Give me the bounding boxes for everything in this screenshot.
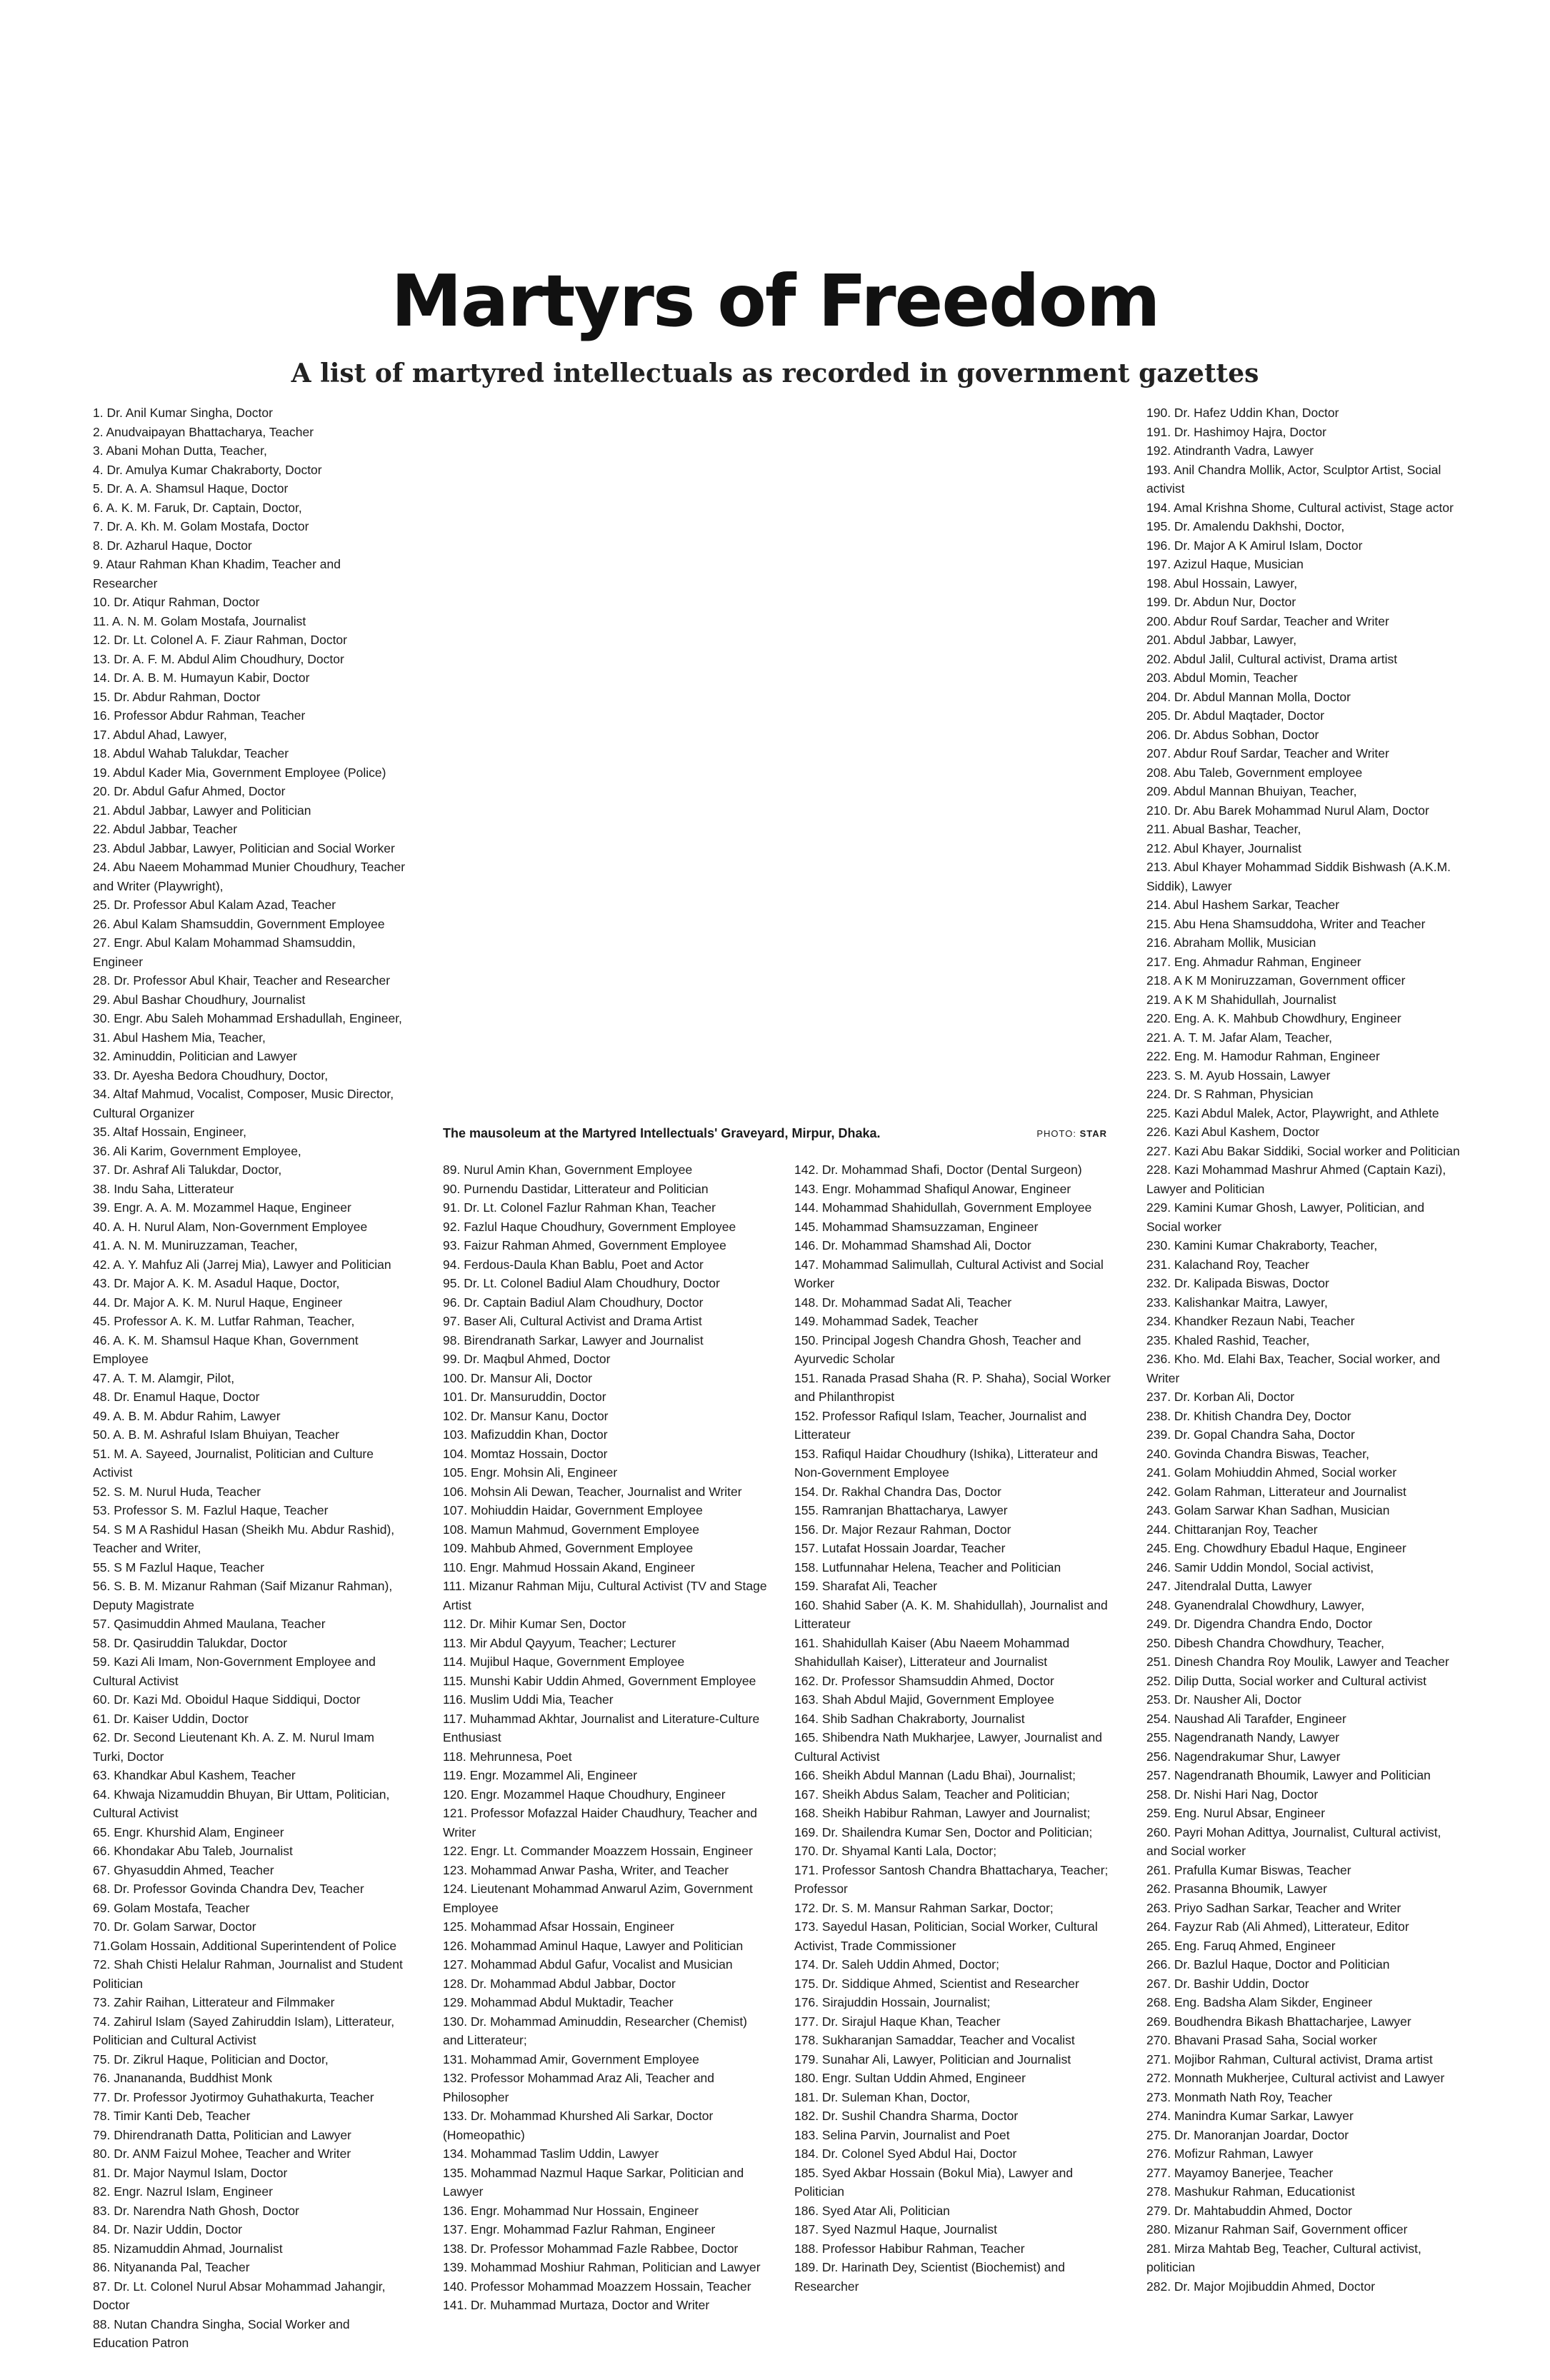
list-item: 57. Qasimuddin Ahmed Maulana, Teacher bbox=[93, 1617, 326, 1631]
list-item: 37. Dr. Ashraf Ali Talukdar, Doctor, bbox=[93, 1163, 282, 1177]
list-item: 272. Monnath Mukherjee, Cultural activist and Lawyer bbox=[1146, 2071, 1445, 2085]
list-item: 71.Golam Hossain, Additional Superintendent of Police bbox=[93, 1938, 397, 1953]
list-item: 132. Professor Mohammad Araz Ali, Teacher and Philosopher bbox=[443, 2071, 715, 2104]
list-item: 53. Professor S. M. Fazlul Haque, Teacher bbox=[93, 1503, 329, 1517]
list-item: 98. Birendranath Sarkar, Lawyer and Journalist bbox=[443, 1332, 704, 1347]
list-item: 218. A K M Moniruzzaman, Government officer bbox=[1146, 973, 1406, 988]
list-item: 190. Dr. Hafez Uddin Khan, Doctor bbox=[1146, 406, 1339, 420]
list-item: 179. Sunahar Ali, Lawyer, Politician and Journalist bbox=[794, 2052, 1071, 2067]
list-item: 162. Dr. Professor Shamsuddin Ahmed, Doctor bbox=[794, 1673, 1054, 1688]
list-item: 125. Mohammad Afsar Hossain, Engineer bbox=[443, 1919, 674, 1934]
list-item: 209. Abdul Mannan Bhuiyan, Teacher, bbox=[1146, 784, 1357, 798]
list-item: 252. Dilip Dutta, Social worker and Cultural activist bbox=[1146, 1673, 1426, 1688]
list-item: 61. Dr. Kaiser Uddin, Doctor bbox=[93, 1711, 249, 1726]
list-item: 133. Dr. Mohammad Khurshed Ali Sarkar, Doctor (Homeopathic) bbox=[443, 2109, 714, 2142]
list-item: 193. Anil Chandra Mollik, Actor, Sculptor Artist, Social activist bbox=[1146, 462, 1441, 496]
list-item: 63. Khandkar Abul Kashem, Teacher bbox=[93, 1768, 296, 1782]
photo-credit-label: PHOTO: bbox=[1036, 1128, 1076, 1139]
list-item: 238. Dr. Khitish Chandra Dey, Doctor bbox=[1146, 1408, 1351, 1423]
list-item: 92. Fazlul Haque Choudhury, Government Employee bbox=[443, 1219, 736, 1234]
list-item: 85. Nizamuddin Ahmad, Journalist bbox=[93, 2241, 283, 2256]
list-item: 271. Mojibor Rahman, Cultural activist, Drama artist bbox=[1146, 2052, 1433, 2067]
list-item: 166. Sheikh Abdul Mannan (Ladu Bhai), Journalist; bbox=[794, 1768, 1076, 1782]
photo-caption-row bbox=[443, 1126, 1107, 1145]
page-subtitle: A list of martyred intellectuals as recorded in government gazettes bbox=[291, 358, 1259, 388]
list-item: 243. Golam Sarwar Khan Sadhan, Musician bbox=[1146, 1503, 1390, 1517]
list-item: 137. Engr. Mohammad Fazlur Rahman, Engineer bbox=[443, 2222, 716, 2236]
list-item: 131. Mohammad Amir, Government Employee bbox=[443, 2052, 699, 2067]
list-item: 153. Rafiqul Haidar Choudhury (Ishika), Litterateur and Non-Government Employee bbox=[794, 1446, 1099, 1480]
list-item: 256. Nagendrakumar Shur, Lawyer bbox=[1146, 1749, 1341, 1764]
list-item: 267. Dr. Bashir Uddin, Doctor bbox=[1146, 1976, 1309, 1991]
list-item: 250. Dibesh Chandra Chowdhury, Teacher, bbox=[1146, 1635, 1385, 1650]
list-item: 171. Professor Santosh Chandra Bhattacharya, Teacher; Professor bbox=[794, 1862, 1109, 1896]
list-item: 212. Abul Khayer, Journalist bbox=[1146, 840, 1301, 855]
list-item: 67. Ghyasuddin Ahmed, Teacher bbox=[93, 1862, 274, 1877]
list-item: 136. Engr. Mohammad Nur Hossain, Engineer bbox=[443, 2203, 699, 2218]
list-item: 33. Dr. Ayesha Bedora Choudhury, Doctor, bbox=[93, 1068, 329, 1083]
list-item: 270. Bhavani Prasad Saha, Social worker bbox=[1146, 2033, 1377, 2047]
list-item: 172. Dr. S. M. Mansur Rahman Sarkar, Doctor; bbox=[794, 1900, 1054, 1915]
list-item: 192. Atindranth Vadra, Lawyer bbox=[1146, 443, 1314, 458]
list-item: 121. Professor Mofazzal Haider Chaudhury, Teacher and Writer bbox=[443, 1806, 758, 1839]
list-item: 257. Nagendranath Bhoumik, Lawyer and Politician bbox=[1146, 1768, 1431, 1782]
list-item: 24. Abu Naeem Mohammad Munier Choudhury, Teacher and Writer (Playwright), bbox=[93, 860, 406, 893]
list-item: 189. Dr. Harinath Dey, Scientist (Biochemist) and Researcher bbox=[794, 2260, 1066, 2294]
list-item: 80. Dr. ANM Faizul Mohee, Teacher and Writer bbox=[93, 2146, 351, 2161]
list-item: 228. Kazi Mohammad Mashrur Ahmed (Captain Kazi), Lawyer and Politician bbox=[1146, 1163, 1446, 1196]
list-item: 147. Mohammad Salimullah, Cultural Activist and Social Worker bbox=[794, 1257, 1104, 1290]
list-item: 215. Abu Hena Shamsuddoha, Writer and Teacher bbox=[1146, 916, 1426, 931]
list-item: 52. S. M. Nurul Huda, Teacher bbox=[93, 1484, 261, 1499]
list-item: 70. Dr. Golam Sarwar, Doctor bbox=[93, 1919, 256, 1934]
list-item: 6. A. K. M. Faruk, Dr. Captain, Doctor, bbox=[93, 500, 302, 515]
list-item: 91. Dr. Lt. Colonel Fazlur Rahman Khan, Teacher bbox=[443, 1200, 716, 1215]
list-item: 120. Engr. Mozammel Haque Choudhury, Engineer bbox=[443, 1787, 726, 1802]
list-item: 195. Dr. Amalendu Dakhshi, Doctor, bbox=[1146, 519, 1345, 533]
list-item: 2. Anudvaipayan Bhattacharya, Teacher bbox=[93, 424, 314, 439]
list-item: 81. Dr. Major Naymul Islam, Doctor bbox=[93, 2165, 288, 2180]
photo-caption: The mausoleum at the Martyred Intellectuals' Graveyard, Mirpur, Dhaka. bbox=[443, 1126, 881, 1140]
list-item: 138. Dr. Professor Mohammad Fazle Rabbee, Doctor bbox=[443, 2241, 739, 2256]
list-item: 50. A. B. M. Ashraful Islam Bhuiyan, Teacher bbox=[93, 1427, 339, 1442]
list-item: 183. Selina Parvin, Journalist and Poet bbox=[794, 2127, 1010, 2142]
list-item: 213. Abul Khayer Mohammad Siddik Bishwash (A.K.M. Siddik), Lawyer bbox=[1146, 860, 1451, 893]
photo-credit bbox=[1036, 1128, 1107, 1139]
list-item: 39. Engr. A. A. M. Mozammel Haque, Engineer bbox=[93, 1200, 351, 1215]
list-item: 240. Govinda Chandra Biswas, Teacher, bbox=[1146, 1446, 1369, 1461]
list-item: 156. Dr. Major Rezaur Rahman, Doctor bbox=[794, 1522, 1011, 1537]
list-item: 200. Abdur Rouf Sardar, Teacher and Writer bbox=[1146, 613, 1389, 628]
list-item: 28. Dr. Professor Abul Khair, Teacher and Researcher bbox=[93, 973, 391, 988]
list-item: 29. Abul Bashar Choudhury, Journalist bbox=[93, 992, 306, 1007]
list-item: 214. Abul Hashem Sarkar, Teacher bbox=[1146, 898, 1340, 912]
list-item: 261. Prafulla Kumar Biswas, Teacher bbox=[1146, 1862, 1351, 1877]
list-item: 35. Altaf Hossain, Engineer, bbox=[93, 1125, 246, 1139]
list-item: 219. A K M Shahidullah, Journalist bbox=[1146, 992, 1336, 1007]
list-item: 210. Dr. Abu Barek Mohammad Nurul Alam, Doctor bbox=[1146, 803, 1429, 818]
list-item: 187. Syed Nazmul Haque, Journalist bbox=[794, 2222, 998, 2236]
list-item: 96. Dr. Captain Badiul Alam Choudhury, Doctor bbox=[443, 1295, 704, 1310]
list-item: 124. Lieutenant Mohammad Anwarul Azim, Government Employee bbox=[443, 1882, 753, 1915]
list-item: 224. Dr. S Rahman, Physician bbox=[1146, 1087, 1314, 1101]
list-item: 60. Dr. Kazi Md. Oboidul Haque Siddiqui, Doctor bbox=[93, 1692, 361, 1707]
list-item: 247. Jitendralal Dutta, Lawyer bbox=[1146, 1579, 1312, 1593]
list-item: 123. Mohammad Anwar Pasha, Writer, and Teacher bbox=[443, 1862, 729, 1877]
list-item: 114. Mujibul Haque, Government Employee bbox=[443, 1655, 685, 1669]
list-item: 225. Kazi Abdul Malek, Actor, Playwright, and Athlete bbox=[1146, 1105, 1439, 1120]
list-item: 170. Dr. Shyamal Kanti Lala, Doctor; bbox=[794, 1844, 997, 1858]
list-item: 146. Dr. Mohammad Shamshad Ali, Doctor bbox=[794, 1238, 1031, 1252]
list-item: 181. Dr. Suleman Khan, Doctor, bbox=[794, 2089, 971, 2104]
list-item: 100. Dr. Mansur Ali, Doctor bbox=[443, 1370, 593, 1385]
list-item: 65. Engr. Khurshid Alam, Engineer bbox=[93, 1824, 284, 1839]
list-item: 278. Mashukur Rahman, Educationist bbox=[1146, 2184, 1355, 2199]
list-item: 12. Dr. Lt. Colonel A. F. Ziaur Rahman, Doctor bbox=[93, 633, 347, 647]
photo-credit-source: STAR bbox=[1079, 1128, 1107, 1139]
list-item: 93. Faizur Rahman Ahmed, Government Employee bbox=[443, 1238, 726, 1252]
list-item: 14. Dr. A. B. M. Humayun Kabir, Doctor bbox=[93, 671, 310, 685]
list-item: 151. Ranada Prasad Shaha (R. P. Shaha), Social Worker and Philanthropist bbox=[794, 1370, 1111, 1404]
list-item: 276. Mofizur Rahman, Lawyer bbox=[1146, 2146, 1314, 2161]
list-item: 255. Nagendranath Nandy, Lawyer bbox=[1146, 1730, 1340, 1744]
list-item: 227. Kazi Abu Bakar Siddiki, Social worker and Politician bbox=[1146, 1143, 1460, 1158]
list-item: 17. Abdul Ahad, Lawyer, bbox=[93, 727, 227, 742]
list-item: 143. Engr. Mohammad Shafiqul Anowar, Engineer bbox=[794, 1181, 1071, 1196]
list-item: 232. Dr. Kalipada Biswas, Doctor bbox=[1146, 1276, 1329, 1290]
list-item: 184. Dr. Colonel Syed Abdul Hai, Doctor bbox=[794, 2146, 1017, 2161]
list-item: 198. Abul Hossain, Lawyer, bbox=[1146, 576, 1298, 591]
list-item: 205. Dr. Abdul Maqtader, Doctor bbox=[1146, 708, 1325, 723]
list-item: 173. Sayedul Hasan, Politician, Social Worker, Cultural Activist, Trade Commissioner bbox=[794, 1919, 1098, 1953]
list-item: 19. Abdul Kader Mia, Government Employee (Police) bbox=[93, 765, 386, 780]
martyrs-list-column-1 bbox=[93, 403, 407, 2353]
list-item: 229. Kamini Kumar Ghosh, Lawyer, Politician, and Social worker bbox=[1146, 1200, 1425, 1234]
list-item: 253. Dr. Nausher Ali, Doctor bbox=[1146, 1692, 1301, 1707]
list-item: 36. Ali Karim, Government Employee, bbox=[93, 1143, 301, 1158]
list-item: 102. Dr. Mansur Kanu, Doctor bbox=[443, 1408, 609, 1423]
list-item: 152. Professor Rafiqul Islam, Teacher, Journalist and Litterateur bbox=[794, 1408, 1087, 1442]
list-item: 48. Dr. Enamul Haque, Doctor bbox=[93, 1390, 260, 1404]
list-item: 107. Mohiuddin Haidar, Government Employee bbox=[443, 1503, 703, 1517]
list-item: 45. Professor A. K. M. Lutfar Rahman, Teacher, bbox=[93, 1314, 355, 1328]
list-item: 185. Syed Akbar Hossain (Bokul Mia), Lawyer and Politician bbox=[794, 2165, 1074, 2199]
list-item: 226. Kazi Abul Kashem, Doctor bbox=[1146, 1125, 1320, 1139]
list-item: 118. Mehrunnesa, Poet bbox=[443, 1749, 572, 1764]
list-item: 84. Dr. Nazir Uddin, Doctor bbox=[93, 2222, 243, 2236]
list-item: 113. Mir Abdul Qayyum, Teacher; Lecturer bbox=[443, 1635, 676, 1650]
list-item: 10. Dr. Atiqur Rahman, Doctor bbox=[93, 595, 260, 609]
list-item: 130. Dr. Mohammad Aminuddin, Researcher (Chemist) and Litterateur; bbox=[443, 2014, 748, 2047]
list-item: 82. Engr. Nazrul Islam, Engineer bbox=[93, 2184, 273, 2199]
list-item: 239. Dr. Gopal Chandra Saha, Doctor bbox=[1146, 1427, 1355, 1442]
list-item: 117. Muhammad Akhtar, Journalist and Literature-Culture Enthusiast bbox=[443, 1711, 760, 1744]
list-item: 277. Mayamoy Banerjee, Teacher bbox=[1146, 2165, 1334, 2180]
list-item: 237. Dr. Korban Ali, Doctor bbox=[1146, 1390, 1295, 1404]
list-item: 140. Professor Mohammad Moazzem Hossain, Teacher bbox=[443, 2279, 751, 2294]
list-item: 233. Kalishankar Maitra, Lawyer, bbox=[1146, 1295, 1328, 1310]
list-item: 115. Munshi Kabir Uddin Ahmed, Government Employee bbox=[443, 1673, 756, 1688]
list-item: 4. Dr. Amulya Kumar Chakraborty, Doctor bbox=[93, 462, 322, 477]
list-item: 64. Khwaja Nizamuddin Bhuyan, Bir Uttam, Politician, Cultural Activist bbox=[93, 1787, 390, 1820]
list-item: 148. Dr. Mohammad Sadat Ali, Teacher bbox=[794, 1295, 1012, 1310]
list-item: 108. Mamun Mahmud, Government Employee bbox=[443, 1522, 699, 1537]
list-item: 186. Syed Atar Ali, Politician bbox=[794, 2203, 950, 2218]
list-item: 34. Altaf Mahmud, Vocalist, Composer, Music Director, Cultural Organizer bbox=[93, 1087, 394, 1120]
list-item: 182. Dr. Sushil Chandra Sharma, Doctor bbox=[794, 2109, 1019, 2123]
list-item: 128. Dr. Mohammad Abdul Jabbar, Doctor bbox=[443, 1976, 676, 1991]
list-item: 142. Dr. Mohammad Shafi, Doctor (Dental Surgeon) bbox=[794, 1163, 1082, 1177]
list-item: 51. M. A. Sayeed, Journalist, Politician and Culture Activist bbox=[93, 1446, 374, 1480]
list-item: 104. Momtaz Hossain, Doctor bbox=[443, 1446, 608, 1461]
list-item: 231. Kalachand Roy, Teacher bbox=[1146, 1257, 1309, 1272]
list-item: 222. Eng. M. Hamodur Rahman, Engineer bbox=[1146, 1049, 1380, 1063]
list-item: 241. Golam Mohiuddin Ahmed, Social worker bbox=[1146, 1465, 1397, 1480]
list-item: 8. Dr. Azharul Haque, Doctor bbox=[93, 538, 252, 553]
list-item: 281. Mirza Mahtab Beg, Teacher, Cultural activist, politician bbox=[1146, 2241, 1421, 2274]
list-item: 47. A. T. M. Alamgir, Pilot, bbox=[93, 1370, 235, 1385]
list-item: 38. Indu Saha, Litterateur bbox=[93, 1181, 234, 1196]
list-item: 88. Nutan Chandra Singha, Social Worker and Education Patron bbox=[93, 2316, 350, 2350]
list-item: 282. Dr. Major Mojibuddin Ahmed, Doctor bbox=[1146, 2279, 1376, 2294]
list-item: 269. Boudhendra Bikash Bhattacharjee, Lawyer bbox=[1146, 2014, 1411, 2029]
list-item: 149. Mohammad Sadek, Teacher bbox=[794, 1314, 979, 1328]
list-item: 258. Dr. Nishi Hari Nag, Doctor bbox=[1146, 1787, 1319, 1802]
list-item: 66. Khondakar Abu Taleb, Journalist bbox=[93, 1844, 293, 1858]
list-item: 203. Abdul Momin, Teacher bbox=[1146, 671, 1298, 685]
list-item: 141. Dr. Muhammad Murtaza, Doctor and Writer bbox=[443, 2298, 710, 2312]
list-item: 77. Dr. Professor Jyotirmoy Guhathakurta, Teacher bbox=[93, 2089, 374, 2104]
list-item: 56. S. B. M. Mizanur Rahman (Saif Mizanur Rahman), Deputy Magistrate bbox=[93, 1579, 393, 1612]
list-item: 204. Dr. Abdul Mannan Molla, Doctor bbox=[1146, 689, 1351, 704]
list-item: 58. Dr. Qasiruddin Talukdar, Doctor bbox=[93, 1635, 288, 1650]
list-item: 40. A. H. Nurul Alam, Non-Government Employee bbox=[93, 1219, 368, 1234]
list-item: 211. Abual Bashar, Teacher, bbox=[1146, 822, 1301, 836]
list-item: 78. Timir Kanti Deb, Teacher bbox=[93, 2109, 251, 2123]
list-item: 89. Nurul Amin Khan, Government Employee bbox=[443, 1163, 693, 1177]
list-item: 74. Zahirul Islam (Sayed Zahiruddin Islam), Litterateur, Politician and Cultural Activist bbox=[93, 2014, 395, 2047]
list-item: 245. Eng. Chowdhury Ebadul Haque, Engineer bbox=[1146, 1541, 1406, 1555]
list-item: 9. Ataur Rahman Khan Khadim, Teacher and Researcher bbox=[93, 557, 341, 591]
martyrs-list-column-3 bbox=[794, 1160, 1123, 2296]
list-item: 21. Abdul Jabbar, Lawyer and Politician bbox=[93, 803, 311, 818]
list-item: 79. Dhirendranath Datta, Politician and Lawyer bbox=[93, 2127, 351, 2142]
list-item: 174. Dr. Saleh Uddin Ahmed, Doctor; bbox=[794, 1957, 999, 1972]
list-item: 43. Dr. Major A. K. M. Asadul Haque, Doctor, bbox=[93, 1276, 340, 1290]
list-item: 216. Abraham Mollik, Musician bbox=[1146, 935, 1316, 950]
list-item: 111. Mizanur Rahman Miju, Cultural Activist (TV and Stage Artist bbox=[443, 1579, 767, 1612]
list-item: 159. Sharafat Ali, Teacher bbox=[794, 1579, 938, 1593]
list-item: 1. Dr. Anil Kumar Singha, Doctor bbox=[93, 406, 273, 420]
list-item: 235. Khaled Rashid, Teacher, bbox=[1146, 1332, 1310, 1347]
list-item: 268. Eng. Badsha Alam Sikder, Engineer bbox=[1146, 1995, 1373, 2009]
list-item: 76. Jnanananda, Buddhist Monk bbox=[93, 2071, 273, 2085]
list-item: 25. Dr. Professor Abul Kalam Azad, Teacher bbox=[93, 898, 336, 912]
mausoleum-photo bbox=[443, 407, 1107, 1114]
list-item: 75. Dr. Zikrul Haque, Politician and Doctor, bbox=[93, 2052, 329, 2067]
list-item: 244. Chittaranjan Roy, Teacher bbox=[1146, 1522, 1318, 1537]
list-item: 157. Lutafat Hossain Joardar, Teacher bbox=[794, 1541, 1006, 1555]
list-item: 41. A. N. M. Muniruzzaman, Teacher, bbox=[93, 1238, 298, 1252]
list-item: 176. Sirajuddin Hossain, Journalist; bbox=[794, 1995, 991, 2009]
list-item: 177. Dr. Sirajul Haque Khan, Teacher bbox=[794, 2014, 1001, 2029]
list-item: 31. Abul Hashem Mia, Teacher, bbox=[93, 1030, 266, 1045]
list-item: 90. Purnendu Dastidar, Litterateur and Politician bbox=[443, 1181, 709, 1196]
list-item: 223. S. M. Ayub Hossain, Lawyer bbox=[1146, 1068, 1331, 1083]
list-item: 126. Mohammad Aminul Haque, Lawyer and Politician bbox=[443, 1938, 744, 1953]
list-item: 122. Engr. Lt. Commander Moazzem Hossain, Engineer bbox=[443, 1844, 753, 1858]
list-item: 116. Muslim Uddi Mia, Teacher bbox=[443, 1692, 614, 1707]
list-item: 251. Dinesh Chandra Roy Moulik, Lawyer and Teacher bbox=[1146, 1655, 1449, 1669]
list-item: 27. Engr. Abul Kalam Mohammad Shamsuddin, Engineer bbox=[93, 935, 356, 969]
list-item: 42. A. Y. Mahfuz Ali (Jarrej Mia), Lawyer and Politician bbox=[93, 1257, 391, 1272]
list-item: 119. Engr. Mozammel Ali, Engineer bbox=[443, 1768, 638, 1782]
list-item: 280. Mizanur Rahman Saif, Government officer bbox=[1146, 2222, 1408, 2236]
list-item: 54. S M A Rashidul Hasan (Sheikh Mu. Abdur Rashid), Teacher and Writer, bbox=[93, 1522, 395, 1555]
list-item: 150. Principal Jogesh Chandra Ghosh, Teacher and Ayurvedic Scholar bbox=[794, 1332, 1081, 1366]
list-item: 221. A. T. M. Jafar Alam, Teacher, bbox=[1146, 1030, 1333, 1045]
list-item: 160. Shahid Saber (A. K. M. Shahidullah), Journalist and Litterateur bbox=[794, 1597, 1108, 1631]
list-item: 95. Dr. Lt. Colonel Badiul Alam Choudhury, Doctor bbox=[443, 1276, 720, 1290]
list-item: 161. Shahidullah Kaiser (Abu Naeem Mohammad Shahidullah Kaiser), Litterateur and Journalist bbox=[794, 1635, 1070, 1669]
list-item: 18. Abdul Wahab Talukdar, Teacher bbox=[93, 746, 289, 760]
list-item: 26. Abul Kalam Shamsuddin, Government Employee bbox=[93, 916, 385, 931]
list-item: 273. Monmath Nath Roy, Teacher bbox=[1146, 2089, 1333, 2104]
list-item: 86. Nityananda Pal, Teacher bbox=[93, 2260, 250, 2274]
list-item: 230. Kamini Kumar Chakraborty, Teacher, bbox=[1146, 1238, 1378, 1252]
list-item: 127. Mohammad Abdul Gafur, Vocalist and Musician bbox=[443, 1957, 733, 1972]
list-item: 164. Shib Sadhan Chakraborty, Journalist bbox=[794, 1711, 1025, 1726]
list-item: 94. Ferdous-Daula Khan Bablu, Poet and Actor bbox=[443, 1257, 704, 1272]
list-item: 275. Dr. Manoranjan Joardar, Doctor bbox=[1146, 2127, 1349, 2142]
page-title: Martyrs of Freedom bbox=[391, 259, 1159, 343]
list-item: 254. Naushad Ali Tarafder, Engineer bbox=[1146, 1711, 1346, 1726]
list-item: 262. Prasanna Bhoumik, Lawyer bbox=[1146, 1882, 1327, 1896]
list-item: 217. Eng. Ahmadur Rahman, Engineer bbox=[1146, 954, 1361, 969]
list-item: 207. Abdur Rouf Sardar, Teacher and Writer bbox=[1146, 746, 1389, 760]
list-item: 191. Dr. Hashimoy Hajra, Doctor bbox=[1146, 424, 1326, 439]
list-item: 175. Dr. Siddique Ahmed, Scientist and Researcher bbox=[794, 1976, 1079, 1991]
list-item: 46. A. K. M. Shamsul Haque Khan, Government Employee bbox=[93, 1332, 359, 1366]
list-item: 7. Dr. A. Kh. M. Golam Mostafa, Doctor bbox=[93, 519, 309, 533]
list-item: 62. Dr. Second Lieutenant Kh. A. Z. M. Nurul Imam Turki, Doctor bbox=[93, 1730, 374, 1764]
list-item: 30. Engr. Abu Saleh Mohammad Ershadullah, Engineer, bbox=[93, 1011, 402, 1025]
list-item: 15. Dr. Abdur Rahman, Doctor bbox=[93, 689, 261, 704]
list-item: 196. Dr. Major A K Amirul Islam, Doctor bbox=[1146, 538, 1363, 553]
list-item: 249. Dr. Digendra Chandra Endo, Doctor bbox=[1146, 1617, 1373, 1631]
list-item: 11. A. N. M. Golam Mostafa, Journalist bbox=[93, 613, 306, 628]
list-item: 20. Dr. Abdul Gafur Ahmed, Doctor bbox=[93, 784, 286, 798]
list-item: 129. Mohammad Abdul Muktadir, Teacher bbox=[443, 1995, 674, 2009]
list-item: 134. Mohammad Taslim Uddin, Lawyer bbox=[443, 2146, 659, 2161]
list-item: 109. Mahbub Ahmed, Government Employee bbox=[443, 1541, 694, 1555]
list-item: 5. Dr. A. A. Shamsul Haque, Doctor bbox=[93, 481, 289, 496]
list-item: 97. Baser Ali, Cultural Activist and Drama Artist bbox=[443, 1314, 702, 1328]
list-item: 135. Mohammad Nazmul Haque Sarkar, Politician and Lawyer bbox=[443, 2165, 744, 2199]
list-item: 145. Mohammad Shamsuzzaman, Engineer bbox=[794, 1219, 1039, 1234]
list-item: 112. Dr. Mihir Kumar Sen, Doctor bbox=[443, 1617, 626, 1631]
list-item: 197. Azizul Haque, Musician bbox=[1146, 557, 1304, 571]
list-item: 69. Golam Mostafa, Teacher bbox=[93, 1900, 250, 1915]
list-item: 139. Mohammad Moshiur Rahman, Politician and Lawyer bbox=[443, 2260, 761, 2274]
list-item: 169. Dr. Shailendra Kumar Sen, Doctor and Politician; bbox=[794, 1824, 1093, 1839]
list-item: 155. Ramranjan Bhattacharya, Lawyer bbox=[794, 1503, 1008, 1517]
list-item: 3. Abani Mohan Dutta, Teacher, bbox=[93, 443, 267, 458]
list-item: 202. Abdul Jalil, Cultural activist, Drama artist bbox=[1146, 651, 1398, 666]
list-item: 206. Dr. Abdus Sobhan, Doctor bbox=[1146, 727, 1319, 742]
list-item: 274. Manindra Kumar Sarkar, Lawyer bbox=[1146, 2109, 1354, 2123]
list-item: 13. Dr. A. F. M. Abdul Alim Choudhury, Doctor bbox=[93, 651, 344, 666]
list-item: 49. A. B. M. Abdur Rahim, Lawyer bbox=[93, 1408, 281, 1423]
list-item: 101. Dr. Mansuruddin, Doctor bbox=[443, 1390, 606, 1404]
list-item: 99. Dr. Maqbul Ahmed, Doctor bbox=[443, 1352, 611, 1366]
list-item: 68. Dr. Professor Govinda Chandra Dev, Teacher bbox=[93, 1882, 364, 1896]
list-item: 144. Mohammad Shahidullah, Government Employee bbox=[794, 1200, 1092, 1215]
list-item: 266. Dr. Bazlul Haque, Doctor and Politician bbox=[1146, 1957, 1390, 1972]
list-item: 154. Dr. Rakhal Chandra Das, Doctor bbox=[794, 1484, 1001, 1499]
list-item: 105. Engr. Mohsin Ali, Engineer bbox=[443, 1465, 618, 1480]
list-item: 242. Golam Rahman, Litterateur and Journalist bbox=[1146, 1484, 1406, 1499]
list-item: 55. S M Fazlul Haque, Teacher bbox=[93, 1560, 264, 1575]
list-item: 23. Abdul Jabbar, Lawyer, Politician and Social Worker bbox=[93, 840, 395, 855]
list-item: 103. Mafizuddin Khan, Doctor bbox=[443, 1427, 608, 1442]
list-item: 158. Lutfunnahar Helena, Teacher and Politician bbox=[794, 1560, 1061, 1575]
list-item: 168. Sheikh Habibur Rahman, Lawyer and Journalist; bbox=[794, 1806, 1091, 1820]
martyrs-list-column-4 bbox=[1146, 403, 1461, 2296]
list-item: 178. Sukharanjan Samaddar, Teacher and Vocalist bbox=[794, 2033, 1075, 2047]
list-item: 59. Kazi Ali Imam, Non-Government Employee and Cultural Activist bbox=[93, 1655, 376, 1688]
list-item: 22. Abdul Jabbar, Teacher bbox=[93, 822, 238, 836]
list-item: 259. Eng. Nurul Absar, Engineer bbox=[1146, 1806, 1326, 1820]
list-item: 236. Kho. Md. Elahi Bax, Teacher, Social worker, and Writer bbox=[1146, 1352, 1441, 1385]
list-item: 263. Priyo Sadhan Sarkar, Teacher and Writer bbox=[1146, 1900, 1401, 1915]
list-item: 163. Shah Abdul Majid, Government Employee bbox=[794, 1692, 1054, 1707]
list-item: 279. Dr. Mahtabuddin Ahmed, Doctor bbox=[1146, 2203, 1352, 2218]
list-item: 72. Shah Chisti Helalur Rahman, Journalist and Student Politician bbox=[93, 1957, 403, 1991]
list-item: 180. Engr. Sultan Uddin Ahmed, Engineer bbox=[794, 2071, 1026, 2085]
list-item: 264. Fayzur Rab (Ali Ahmed), Litterateur, Editor bbox=[1146, 1919, 1409, 1934]
list-item: 83. Dr. Narendra Nath Ghosh, Doctor bbox=[93, 2203, 299, 2218]
list-item: 44. Dr. Major A. K. M. Nurul Haque, Engineer bbox=[93, 1295, 343, 1310]
list-item: 201. Abdul Jabbar, Lawyer, bbox=[1146, 633, 1297, 647]
list-item: 265. Eng. Faruq Ahmed, Engineer bbox=[1146, 1938, 1336, 1953]
list-item: 188. Professor Habibur Rahman, Teacher bbox=[794, 2241, 1025, 2256]
list-item: 165. Shibendra Nath Mukharjee, Lawyer, Journalist and Cultural Activist bbox=[794, 1730, 1102, 1764]
list-item: 246. Samir Uddin Mondol, Social activist, bbox=[1146, 1560, 1374, 1575]
list-item: 87. Dr. Lt. Colonel Nurul Absar Mohammad Jahangir, Doctor bbox=[93, 2279, 386, 2312]
list-item: 248. Gyanendralal Chowdhury, Lawyer, bbox=[1146, 1597, 1365, 1612]
list-item: 194. Amal Krishna Shome, Cultural activist, Stage actor bbox=[1146, 500, 1454, 515]
list-item: 208. Abu Taleb, Government employee bbox=[1146, 765, 1363, 780]
list-item: 167. Sheikh Abdus Salam, Teacher and Politician; bbox=[794, 1787, 1070, 1802]
list-item: 32. Aminuddin, Politician and Lawyer bbox=[93, 1049, 298, 1063]
list-item: 234. Khandker Rezaun Nabi, Teacher bbox=[1146, 1314, 1355, 1328]
list-item: 73. Zahir Raihan, Litterateur and Filmmaker bbox=[93, 1995, 335, 2009]
list-item: 260. Payri Mohan Adittya, Journalist, Cultural activist, and Social worker bbox=[1146, 1824, 1441, 1858]
list-item: 110. Engr. Mahmud Hossain Akand, Engineer bbox=[443, 1560, 695, 1575]
list-item: 220. Eng. A. K. Mahbub Chowdhury, Engineer bbox=[1146, 1011, 1401, 1025]
martyrs-list-column-2 bbox=[443, 1160, 771, 2315]
list-item: 106. Mohsin Ali Dewan, Teacher, Journalist and Writer bbox=[443, 1484, 742, 1499]
list-item: 16. Professor Abdur Rahman, Teacher bbox=[93, 708, 306, 723]
list-item: 199. Dr. Abdun Nur, Doctor bbox=[1146, 595, 1296, 609]
